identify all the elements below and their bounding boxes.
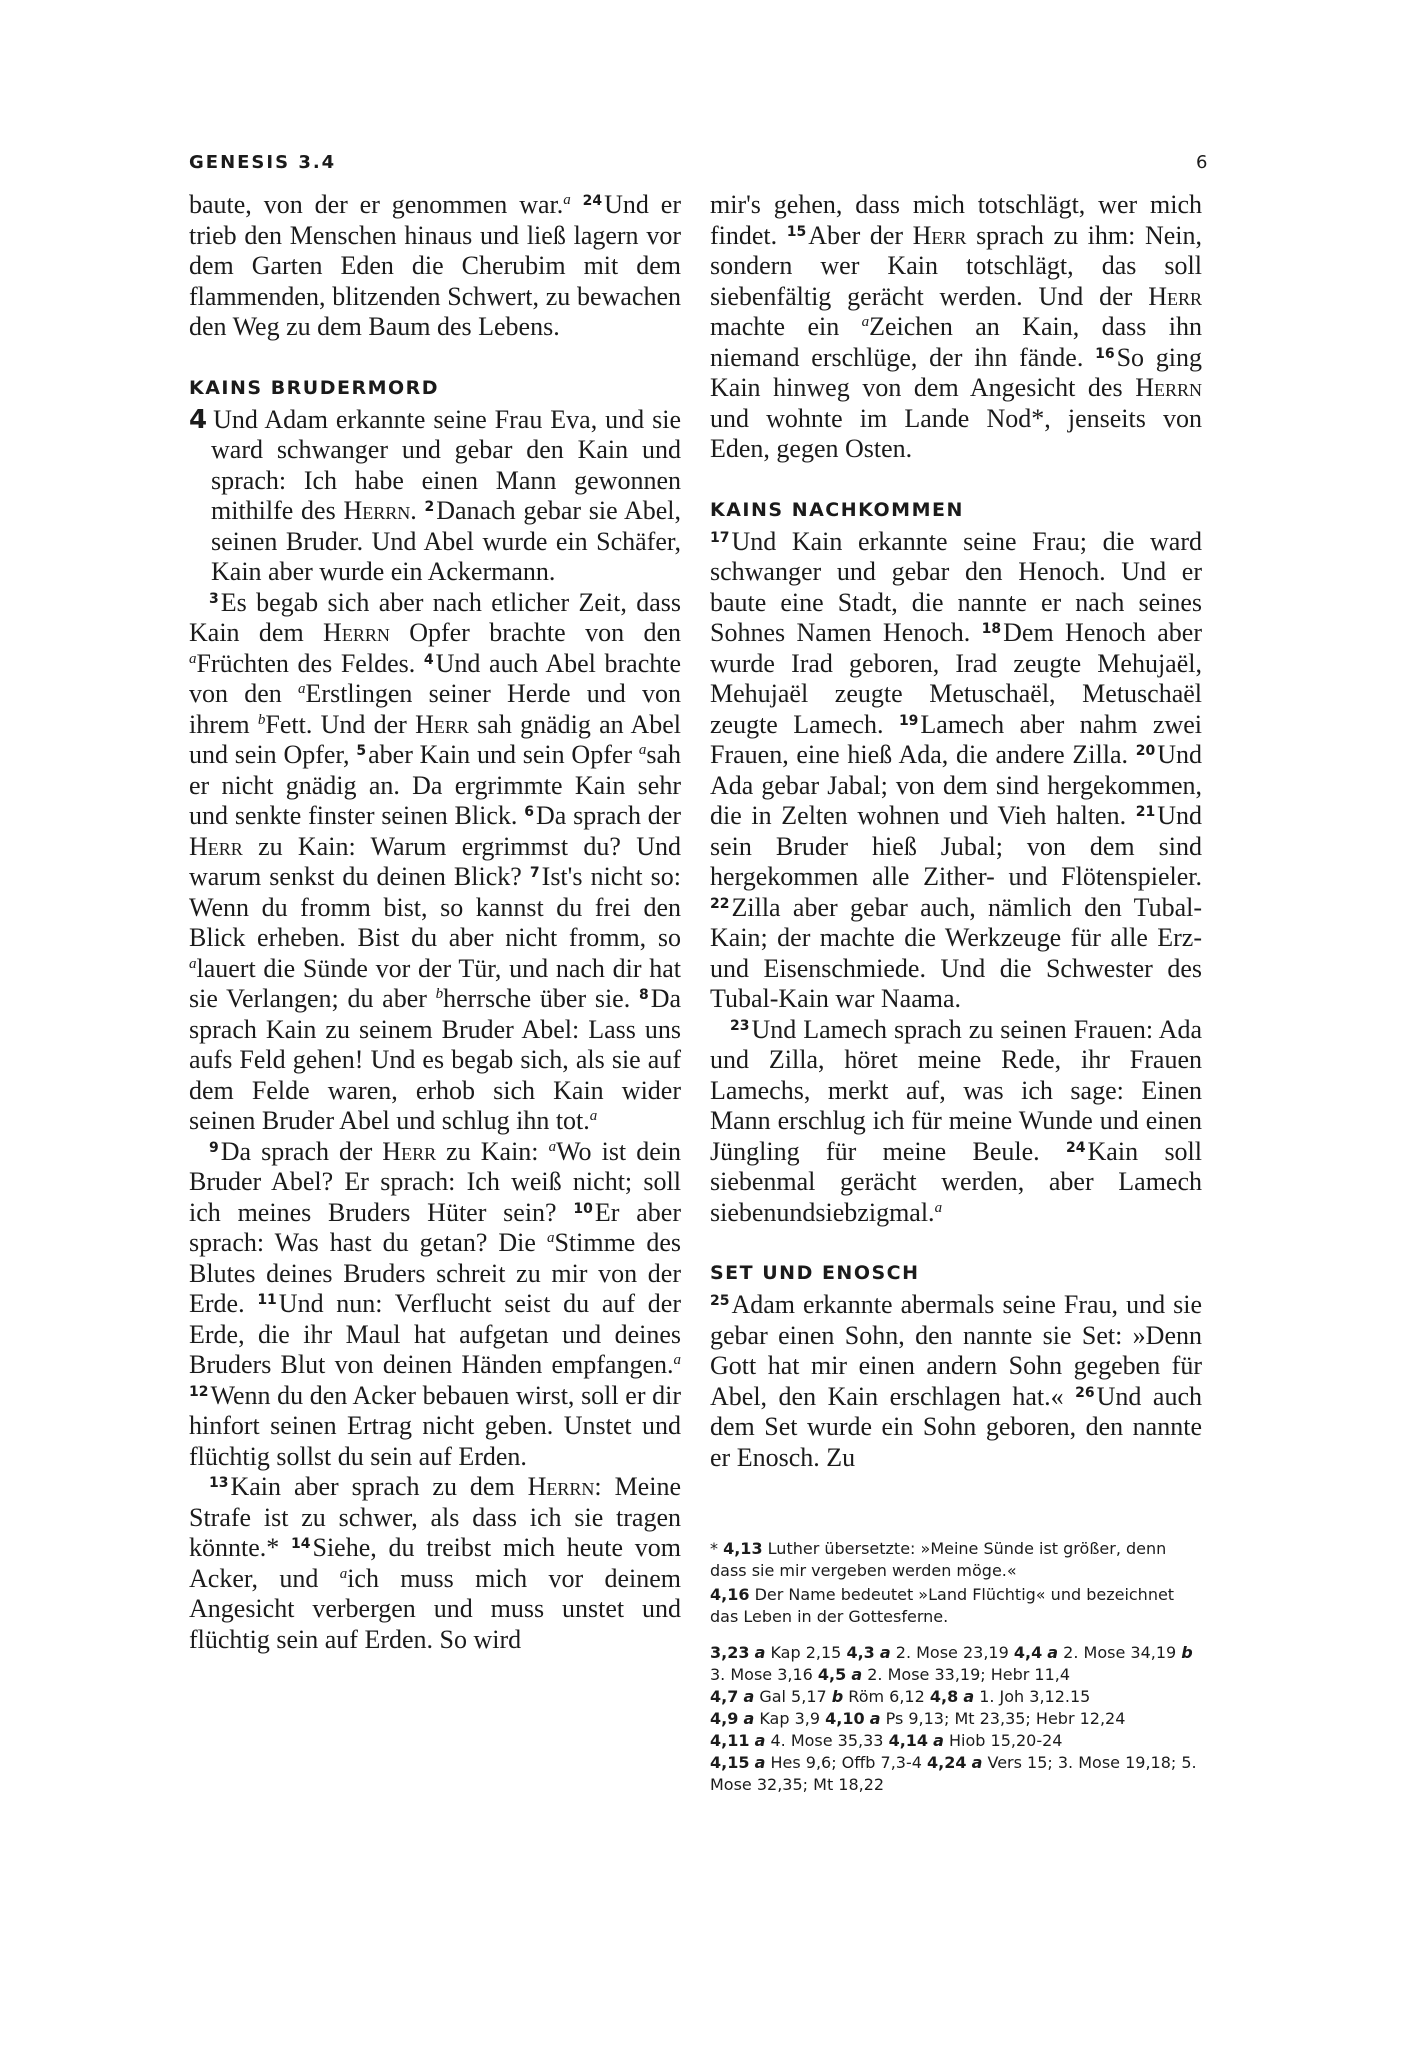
verse-text: Wo ist dein Bruder Abel? Er sprach: Ich weiß nicht; soll ich meines Bruders Hüter sein? [189,1136,681,1227]
cross-ref-verse[interactable]: 4,24 [927,1753,967,1772]
paragraph-verse-17 [710,527,1202,1015]
verse-text: zu Kain: Warum ergrimmst du? Und warum senkst du deinen Blick? [189,831,681,891]
cross-ref-verse[interactable]: 4,10 [825,1709,865,1728]
verse-number: 15 [786,223,807,240]
cross-ref-text: Kap 3,9 [754,1709,826,1728]
verse-text: aber Kain und sein Opfer [368,740,639,769]
verse-text: Fett. Und der [265,709,416,739]
verse-text: Früchten des Feldes. [196,648,416,678]
footnote-ref[interactable]: 4,16 [710,1585,750,1604]
cross-ref-verse[interactable]: 4,9 [710,1709,739,1728]
verse-text: lauert die Sünde vor der Tür, und nach dir hat sie Verlangen; du aber [189,953,681,1013]
cross-ref-letter: b [831,1687,844,1706]
cross-ref-text: Kap 2,15 [765,1643,847,1662]
verse-number: 4 [423,651,434,668]
verse-text: Dem Henoch aber wurde Irad geboren, Irad zeugte Mehujaël, Mehujaël zeugte Metuschaël, Metuschaël zeugte Lamech. [710,618,1203,739]
verse-text: machte ein [710,312,862,341]
lord-name: Herr [912,220,967,250]
footnote-marker[interactable]: a [339,1565,348,1582]
lord-name: Herrn [527,1472,595,1501]
lord-name: Herr [382,1136,437,1166]
verse-text: Und Ada gebar Jabal; von dem sind hergekommen, die in Zelten wohnen und Vieh halten. [710,740,1202,830]
lord-name: Herrn [323,618,390,647]
footnote-marker[interactable]: a [861,314,870,330]
cross-ref-text: 3. Mose 3,16 [710,1665,818,1684]
paragraph-end-chapter-3 [189,190,681,343]
cross-ref-text: 2. Mose 34,19 [1058,1643,1182,1662]
verse-text: Und auch Abel brachte von den [189,648,681,708]
footnote-marker[interactable]: a [189,650,197,667]
lord-name: Herr [1148,281,1202,311]
cross-ref-letter: a [933,1731,944,1750]
verse-text: Aber der [808,220,913,250]
left-column [189,190,681,1655]
footnote-ref[interactable]: 4,13 [723,1539,763,1558]
verse-text: Da sprach der [535,801,681,830]
lord-name: Herr [415,709,469,739]
cross-ref-verse[interactable]: 4,14 [888,1731,929,1750]
verse-text: Und Kain erkannte seine Frau; die ward schwanger und gebar den Henoch. Und er baute eine Stadt, die nannte er nach seines Sohnes Namen Henoch. [710,526,1202,647]
verse-number: 24 [1066,1139,1086,1156]
paragraph-verse-3 [189,588,681,1137]
cross-ref-verse[interactable]: 4,5 [817,1665,847,1684]
lord-name: Herrn [343,496,411,525]
verse-text: ich muss mich vor deinem Angesicht verbergen und muss unstet und flüchtig sein auf Erden. So wird [189,1563,681,1654]
lord-name: Herr [189,831,243,861]
paragraph-chapter-4-start [189,405,681,588]
verse-text: Und sein Bruder hieß Jubal; von dem sind hergekommen alle Zither- und Flötenspieler. [710,801,1202,891]
verse-number: 13 [209,1475,229,1492]
cross-ref-verse[interactable]: 4,15 [710,1753,750,1772]
cross-ref-letter: a [971,1753,983,1772]
footnote-marker[interactable]: a [546,1230,555,1246]
verse-text: Siehe, du treibst mich heute vom Acker, und [189,1533,682,1593]
cross-ref-letter: a [869,1709,881,1728]
footnote-marker[interactable]: a [548,1138,557,1155]
verse-number: 12 [189,1383,209,1400]
footnote-text: Der Name bedeutet »Land Flüchtig« und bezeichnet das Leben in der Gottesferne. [710,1585,1175,1626]
cross-ref-text: 4. Mose 35,33 [765,1731,889,1750]
footnote-marker[interactable]: a [673,1352,681,1368]
verse-text: und wohnte im Lande Nod*, jenseits von Eden, gegen Osten. [710,403,1202,463]
verse-text: Zeichen an Kain, dass ihn niemand erschlüge, der ihn fände. [710,312,1202,372]
lord-name: Herrn [1135,373,1202,402]
verse-text: Stimme des Blutes deines Bruders schreit zu mir von der Erde. [189,1228,681,1318]
verse-text: sprach zu ihm: Nein, sondern wer Kain totschlägt, das soll siebenfältig gerächt werden. Und der [710,220,1202,311]
verse-number: 24 [582,193,603,210]
verse-text: Und Lamech sprach zu seinen Frauen: Ada und Zilla, höret meine Rede, ihr Frauen Lamechs, merkt auf, was ich sage: Einen Mann erschlug ich für meine Wunde und einen Jüngling für meine Beule. [710,1014,1202,1166]
verse-number: 2 [424,499,435,516]
cross-ref-letter: a [743,1709,755,1728]
right-column [710,190,1202,1473]
footnote-marker[interactable]: a [189,955,197,972]
cross-ref-verse[interactable]: 4,3 [846,1643,875,1662]
verse-text: Kain soll siebenmal gerächt werden, aber Lamech siebenundsiebzigmal. [710,1136,1203,1227]
cross-ref-letter: a [754,1643,766,1662]
page-number: 6 [1196,152,1208,173]
footnote-asterisk: * [710,1539,718,1558]
notes-block [710,1538,1205,1796]
verse-text: Und er trieb den Menschen hinaus und ließ lagern vor dem Garten Eden die Cherubim mit dem flammenden, blitzenden Schwert, zu bewachen den Weg zu dem Baum des Lebens. [189,190,681,341]
verse-text: Und Adam erkannte seine Frau Eva, und sie ward schwanger und gebar den Kain und sprach: Ich habe einen Mann gewonnen mithilfe des [211,404,681,525]
cross-ref-text: Vers 15; 3. Mose 19,18; 5. Mose 32,35; Mt 18,22 [710,1753,1197,1794]
verse-number: 20 [1135,743,1156,760]
verse-text: Opfer brachte von den [389,618,681,647]
verse-number: 18 [981,621,1002,638]
verse-number: 3 [209,590,219,607]
verse-text: : Meine Strafe ist zu schwer, als dass ich sie tragen könnte.* [189,1472,681,1562]
verse-number: 8 [638,987,649,1004]
paragraph-continuation [710,190,1202,465]
verse-number: 10 [573,1200,593,1217]
verse-text: Und nun: Verflucht seist du auf der Erde, die ihr Maul hat aufgetan und deines Bruders Blut von deinen Händen empfangen. [189,1289,681,1379]
footnote-marker[interactable]: b [257,711,266,728]
verse-text: sah gnädig an Abel und sein Opfer, [189,709,681,769]
verse-text: herrsche über sie. [443,984,631,1013]
verse-number: 14 [291,1536,311,1553]
cross-ref-verse[interactable]: 4,7 [710,1687,739,1706]
cross-ref-letter: a [1047,1643,1059,1662]
verse-text: Da sprach Kain zu seinem Bruder Abel: Lass uns aufs Feld gehen! Und es begab sich, als sie auf dem Felde waren, erhob sich Kain wider seinen Bruder Abel und schlug ihn tot. [189,984,682,1135]
section-heading: KAINS BRUDERMORD [189,376,440,399]
footnote-marker[interactable]: a [563,192,571,208]
cross-ref-text: 1. Joh 3,12.15 [974,1687,1091,1706]
verse-number: 5 [356,743,367,760]
verse-text: mir's gehen, dass mich totschlägt, wer mich findet. [710,190,1202,250]
verse-number: 26 [1075,1384,1095,1401]
cross-ref-letter: a [879,1643,891,1662]
verse-text: Lamech aber nahm zwei Frauen, eine hieß Ada, die andere Zilla. [710,709,1203,769]
verse-text: zu Kain: [436,1136,549,1166]
verse-number: 7 [529,865,540,882]
verse-number: 17 [710,529,730,546]
verse-number: 11 [257,1292,277,1309]
verse-text: baute, von der er genommen war. [189,190,564,219]
cross-ref-text: Gal 5,17 [754,1687,832,1706]
verse-text: Wenn du den Acker bebauen wirst, soll er dir hinfort seinen Ertrag nicht geben. Unstet und flüchtig sollst du sein auf Erden. [189,1380,681,1471]
section-heading: KAINS NACHKOMMEN [710,498,964,521]
verse-text: Danach gebar sie Abel, seinen Bruder. Und Abel wurde ein Schäfer, Kain aber wurde ein Ackermann. [211,496,682,586]
cross-ref-letter: b [1181,1643,1193,1662]
verse-number: 22 [710,895,730,912]
footnote-marker[interactable]: a [589,1108,598,1124]
footnote [710,1584,1205,1628]
verse-text: Er aber sprach: Was hast du getan? Die [189,1197,681,1257]
footnote-marker[interactable]: a [298,681,306,697]
verse-text: So ging Kain hinweg von dem Angesicht des [710,342,1203,402]
verse-text: Da sprach der [220,1136,383,1166]
cross-ref-verse[interactable]: 4,8 [929,1687,959,1706]
cross-references [710,1642,1205,1796]
cross-ref-letter: a [963,1687,975,1706]
verse-number: 16 [1095,345,1115,362]
footnote-marker[interactable]: b [435,986,444,1002]
paragraph-verse-25 [710,1290,1202,1473]
verse-number: 6 [524,804,534,821]
verse-number: 21 [1135,804,1156,821]
cross-ref-text: 2. Mose 33,19; Hebr 11,4 [862,1665,1071,1684]
cross-ref-text: Hiob 15,20-24 [943,1731,1063,1750]
verse-text: Ist's nicht so: Wenn du fromm bist, so kannst du frei den Blick erheben. Bist du aber nicht fromm, so [189,862,681,952]
running-head: GENESIS 3.4 [189,152,337,173]
cross-ref-verse[interactable]: 3,23 [710,1643,750,1662]
footnote [710,1538,1205,1582]
cross-ref-text: 2. Mose 23,19 [890,1643,1014,1662]
verse-text: Es begab sich aber nach etlicher Zeit, dass Kain dem [189,587,681,647]
footnote-text: Luther übersetzte: »Meine Sünde ist größer, denn dass sie mir vergeben werden möge.« [710,1539,1167,1580]
cross-ref-letter: a [754,1753,766,1772]
verse-text: sah er nicht gnädig an. Da ergrimmte Kain sehr und senkte finster seinen Blick. [189,740,682,830]
verse-number: 25 [710,1293,730,1310]
verse-text: Und auch dem Set wurde ein Sohn geboren, den nannte er Enosch. Zu [710,1381,1203,1472]
section-heading: SET UND ENOSCH [710,1262,920,1284]
cross-ref-letter: a [743,1687,755,1706]
cross-ref-verse[interactable]: 4,11 [710,1731,750,1750]
cross-ref-letter: a [851,1665,863,1684]
paragraph-verse-23 [710,1015,1202,1229]
verse-number: 23 [730,1017,750,1034]
verse-text: Erstlingen seiner Herde und von ihrem [189,679,682,739]
verse-text: Zilla aber gebar auch, nämlich den Tubal-Kain; der machte die Werkzeuge für alle Erz- und Eisenschmiede. Und die Schwester des Tubal-Kain war Naama. [710,892,1202,1013]
cross-ref-text: Ps 9,13; Mt 23,35; Hebr 12,24 [880,1709,1126,1728]
cross-ref-verse[interactable]: 4,4 [1013,1643,1043,1662]
cross-ref-letter: a [754,1731,766,1750]
verse-text: Adam erkannte abermals seine Frau, und sie gebar einen Sohn, den nannte sie Set: »Denn Gott hat mir einen andern Sohn gegeben für Abel, den Kain erschlagen hat.« [710,1290,1202,1411]
paragraph-verse-13 [189,1472,681,1655]
cross-ref-text: Hes 9,6; Offb 7,3-4 [765,1753,928,1772]
verse-number: 19 [898,712,919,729]
footnote-marker[interactable]: a [934,1199,943,1216]
verse-text: Kain aber sprach zu dem [230,1472,528,1501]
chapter-number: 4 [189,404,208,435]
paragraph-verse-9 [189,1137,681,1473]
cross-ref-text: Röm 6,12 [843,1687,930,1706]
verse-number: 9 [209,1139,219,1156]
verse-text: . [410,496,417,525]
footnote-marker[interactable]: a [638,742,647,758]
